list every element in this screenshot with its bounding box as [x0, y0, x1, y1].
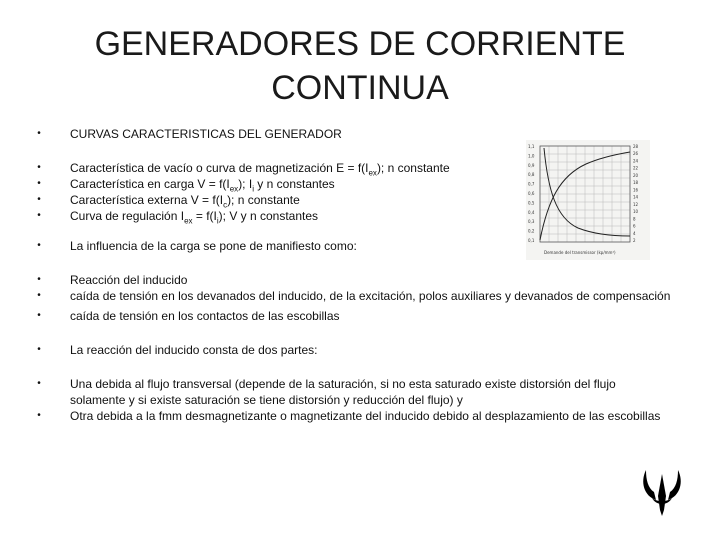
left-tick-label: 0,9 [528, 162, 535, 168]
right-tick-label: 18 [633, 180, 639, 186]
subscript: i [216, 216, 219, 226]
right-tick-label: 20 [633, 172, 639, 178]
bullet-text: Curva de regulación I [70, 209, 185, 223]
bullet-text: Una debida al flujo transversal (depende de la saturación, si no esta saturado existe distorsión del flujo solamente y si existe saturación se tiene distorsión y reducción del flujo) y [70, 377, 616, 407]
right-tick-label: 16 [633, 187, 639, 193]
subscript: ex [368, 168, 377, 178]
left-tick-label: 0,7 [528, 181, 535, 187]
bullet-text: y n constantes [253, 177, 335, 191]
bullet-item-caida-escobillas [34, 308, 674, 324]
slide-title [60, 22, 660, 110]
right-tick-label: 14 [633, 194, 639, 200]
bullet-dot: • [37, 378, 41, 389]
bullet-item-reaccion [34, 272, 674, 288]
bullet-item-carga [34, 176, 500, 192]
bullet-item-vacio [34, 160, 500, 176]
bullet-dot: • [37, 274, 41, 285]
bullet-dot: • [37, 410, 41, 421]
bullet-text: Reacción del inducido [70, 273, 188, 287]
bullet-item-externa [34, 192, 500, 208]
bullet-text: La reacción del inducido consta de dos partes: [70, 343, 318, 357]
left-tick-label: 1,0 [528, 153, 535, 159]
right-tick-label: 22 [633, 165, 639, 171]
right-tick-label: 24 [633, 158, 639, 164]
title-line-1: GENERADORES DE CORRIENTE [94, 25, 626, 63]
bullet-item-dos-partes [34, 342, 674, 358]
right-tick-label: 28 [633, 144, 639, 149]
bullet-dot: • [37, 128, 41, 139]
bullet-text: caída de tensión en los contactos de las escobillas [70, 309, 340, 323]
right-tick-label: 26 [633, 151, 639, 157]
bullet-item-regulacion [34, 208, 500, 224]
subscript: ex [184, 216, 193, 226]
left-tick-label: 0,6 [528, 191, 535, 196]
bullet-text: ); n constante [376, 161, 450, 175]
bullet-dot: • [37, 310, 41, 321]
bullet-text: Característica de vacío o curva de magnetización E = f(I [70, 161, 369, 175]
bullet-text: = f(I [192, 209, 217, 223]
right-tick-label: 2 [633, 238, 636, 243]
left-tick-label: 0,4 [528, 209, 535, 215]
bullet-dot: • [37, 210, 41, 221]
bullet-dot: • [37, 194, 41, 205]
bullet-text: caída de tensión en los devanados del inducido, de la excitación, polos auxiliares y devanados de compensación [70, 289, 671, 303]
bullet-dot: • [37, 162, 41, 173]
subscript: i [252, 184, 254, 194]
left-tick-label: 0,5 [528, 200, 535, 206]
bullet-dot: • [37, 290, 41, 301]
right-tick-label: 8 [633, 216, 636, 222]
bullet-text: CURVAS CARACTERISTICAS DEL GENERADOR [70, 127, 342, 141]
left-tick-label: 0,3 [528, 219, 535, 225]
left-tick-label: 1,1 [528, 144, 535, 149]
characteristic-curves-figure [526, 140, 650, 260]
bullet-text: Característica en carga V = f(I [70, 177, 230, 191]
logo-icon [640, 466, 684, 518]
subscript: c [223, 200, 228, 210]
title-line-2: CONTINUA [271, 69, 449, 107]
subscript: ex [229, 184, 239, 194]
bullet-dot: • [37, 178, 41, 189]
bullet-item-flujo-transversal [34, 376, 674, 408]
right-tick-label: 10 [633, 209, 639, 215]
left-tick-label: 0,2 [528, 228, 535, 234]
right-tick-label: 6 [633, 223, 636, 229]
bullet-item-caida-devanados [34, 288, 674, 304]
right-tick-label: 12 [633, 201, 639, 207]
bullet-text: ); I [238, 177, 253, 191]
bullet-dot: • [37, 240, 41, 251]
left-tick-label: 0,8 [528, 172, 535, 178]
right-tick-label: 4 [633, 230, 636, 236]
bullet-dot: • [37, 344, 41, 355]
bullet-text: La influencia de la carga se pone de manifiesto como: [70, 239, 357, 253]
figure-caption: Demande del transmissor (kp/mm²) [544, 250, 616, 255]
bullet-item-fmm [34, 408, 674, 424]
left-tick-label: 0,1 [528, 238, 535, 243]
bullet-text: Otra debida a la fmm desmagnetizante o magnetizante del inducido debido al desplazamiento de las escobillas [70, 409, 661, 423]
bullet-text: Característica externa V = f(I [70, 193, 224, 207]
bullet-text: ); n constante [227, 193, 300, 207]
bullet-text: ); V y n constantes [218, 209, 319, 223]
